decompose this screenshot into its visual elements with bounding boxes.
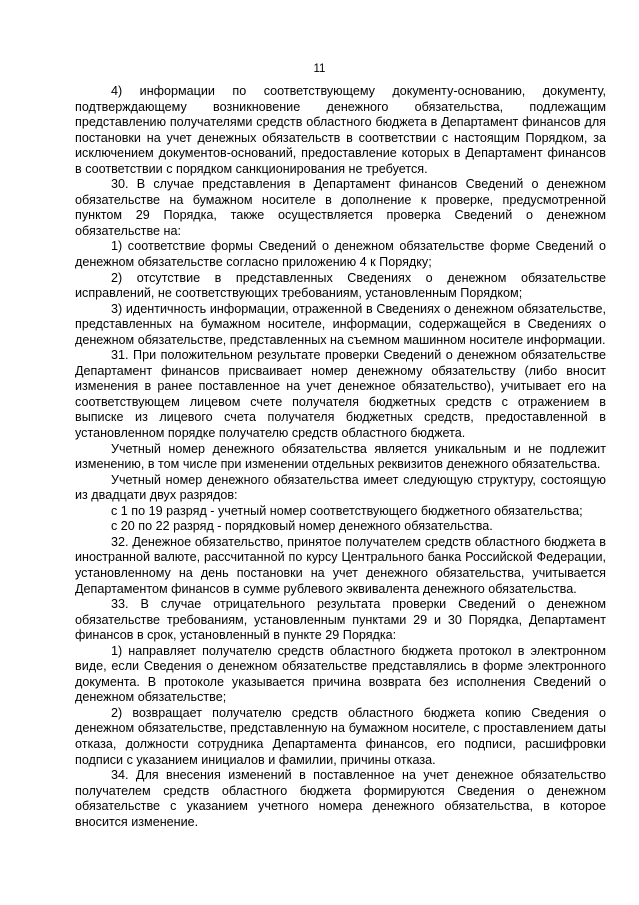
paragraph-30-item-3: 3) идентичность информации, отраженной в Сведениях о денежном обязательстве, представленных на бумажном носителе, информации, содержащейся в Сведениях о денежном обязательстве, представленных на съемном машинном носителе информации. [75, 301, 606, 347]
document-body [75, 84, 606, 830]
page-number: 11 [313, 63, 326, 75]
paragraph-item-4-info: 4) информации по соответствующему документу-основанию, документу, подтверждающему возникновение денежного обязательства, подлежащим представлению получателями средств областного бюджета в Департамент финансов для постановки на учет денежных обязательств в соответствии с настоящим Порядком, за исключением документов-оснований, предоставление которых в Департамент финансов в соответствии с порядком санкционирования не требуется. [75, 84, 606, 176]
paragraph-30-item-1: 1) соответствие формы Сведений о денежном обязательстве форме Сведений о денежном обязательстве согласно приложению 4 к Порядку; [75, 239, 606, 270]
paragraph-33-item-2: 2) возвращает получателю средств областного бюджета копию Сведения о денежном обязательстве, представленную на бумажном носителе, с проставлением даты отказа, должности сотрудника Департамента финансов, его подписи, расшифровки подписи с указанием инициалов и фамилии, причины отказа. [75, 705, 606, 767]
paragraph-section-31: 31. При положительном результате проверки Сведений о денежном обязательстве Департамент финансов присваивает номер денежному обязательству (либо вносит изменения в ранее поставленное на учет денежное обязательство), учитывает его на соответствующем лицевом счете получателя бюджетных средств с отражением в выписке из лицевого счета получателя бюджетных средств, предоставленной в установленном порядке получателю средств областного бюджета. [75, 348, 606, 441]
paragraph-section-33: 33. В случае отрицательного результата проверки Сведений о денежном обязательстве требованиям, установленным пунктами 29 и 30 Порядка, Департамент финансов в срок, установленный в пункте 29 Порядка: [75, 597, 606, 643]
paragraph-33-item-1: 1) направляет получателю средств областного бюджета протокол в электронном виде, если Сведения о денежном обязательстве представлялись в форме электронного документа. В протоколе указывается причина возврата без исполнения Сведений о денежном обязательстве; [75, 643, 606, 705]
paragraph-unique-number: Учетный номер денежного обязательства является уникальным и не подлежит изменению, в том числе при изменении отдельных реквизитов денежного обязательства. [75, 441, 606, 472]
paragraph-section-32: 32. Денежное обязательство, принятое получателем средств областного бюджета в иностранной валюте, рассчитанной по курсу Центрального банка Российской Федерации, установленному на день постановки на учет денежного обязательства, учитывается Департаментом финансов в сумме рублевого эквивалента денежного обязательства. [75, 534, 606, 596]
paragraph-30-item-2: 2) отсутствие в представленных Сведениях о денежном обязательстве исправлений, не соответствующих требованиям, установленным Порядком; [75, 270, 606, 301]
paragraph-digits-20-22: с 20 по 22 разряд - порядковый номер денежного обязательства. [111, 519, 493, 534]
paragraph-number-structure: Учетный номер денежного обязательства имеет следующую структуру, состоящую из двадцати двух разрядов: [75, 472, 606, 503]
paragraph-digits-1-19: с 1 по 19 разряд - учетный номер соответствующего бюджетного обязательства; [111, 503, 583, 518]
paragraph-section-34: 34. Для внесения изменений в поставленное на учет денежное обязательство получателем средств областного бюджета формируются Сведения о денежном обязательстве с указанием учетного номера денежного обязательства, в которое вносится изменение. [75, 768, 606, 829]
paragraph-section-30: 30. В случае представления в Департамент финансов Сведений о денежном обязательстве на бумажном носителе в дополнение к проверке, предусмотренной пунктом 29 Порядка, также осуществляется проверка Сведений о денежном обязательстве на: [75, 177, 606, 238]
